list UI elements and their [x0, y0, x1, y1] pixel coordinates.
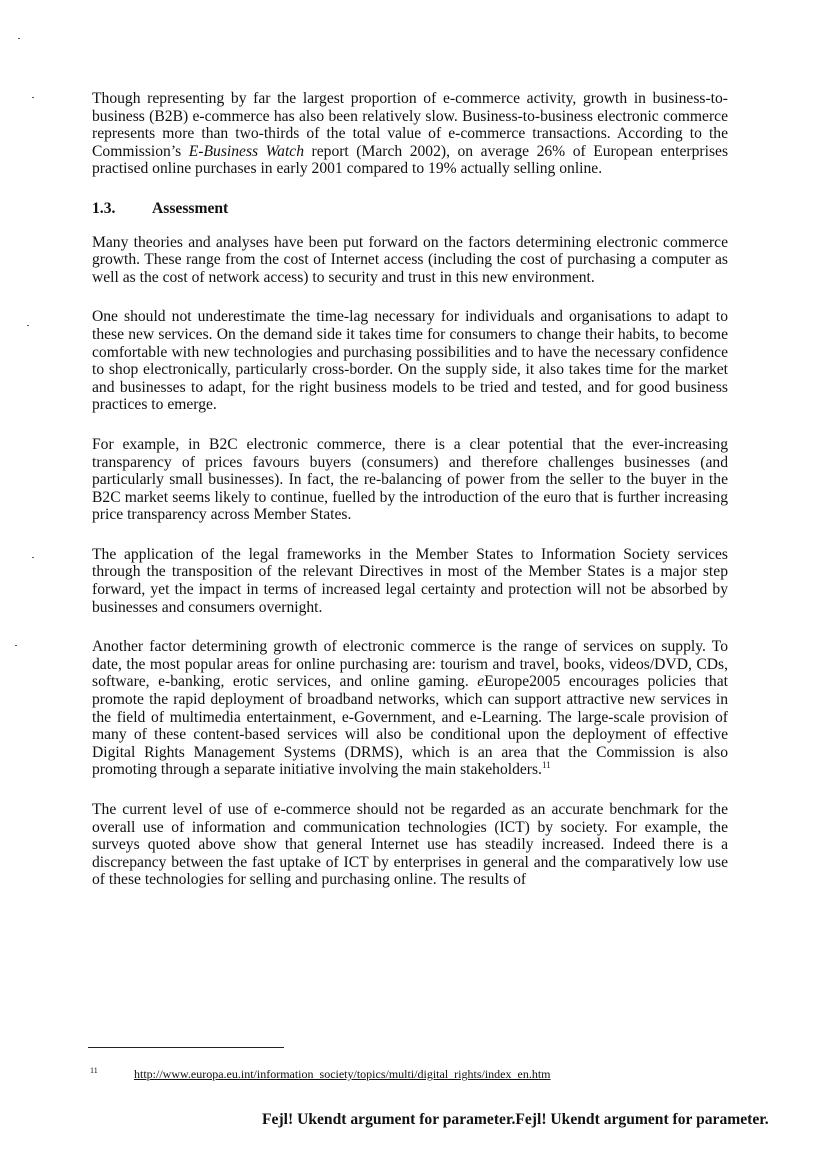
footnote-link[interactable]: http://www.europa.eu.int/information_society/topics/multi/digital_rights/index_en.htm [134, 1067, 551, 1081]
scan-speck [18, 38, 20, 39]
footnote-reference[interactable]: 11 [541, 760, 551, 771]
scan-speck [15, 645, 17, 646]
report-title: E-Business Watch [188, 142, 305, 160]
paragraph-b2b-growth [92, 90, 728, 178]
paragraph-legal-frameworks: The application of the legal frameworks in the Member States to Information Society services through the transposition of the relevant Directives in most of the Member States is a major step forward, yet the impact in terms of increased legal certainty and protection will not be absorbed by businesses and consumers overnight. [92, 545, 728, 616]
section-title: Assessment [152, 199, 229, 217]
paragraph-text: Another factor determining growth of electronic commerce is the range of services on supply. To date, the most popular areas for online purchasing are: tourism and travel, books, videos/DVD, CDs, software, e-banking, erotic services, and online gaming. [92, 638, 728, 691]
footnote [90, 1064, 730, 1081]
paragraph-time-lag: One should not underestimate the time-lag necessary for individuals and organisations to adapt to these new services. On the demand side it takes time for consumers to change their habits, to become comfortable with new technologies and purchasing possibilities and to have the necessary confidence to shop electronically, particularly cross-border. On the supply side, it also takes time for the market and businesses to adapt, for the right business models to be tried and tested, and for good business practices to emerge. [92, 308, 728, 414]
paragraph-range-of-services [92, 638, 728, 779]
page-footer: Fejl! Ukendt argument for parameter.Fejl! Ukendt argument for parameter. [262, 1111, 769, 1128]
paragraph-b2c-example: For example, in B2C electronic commerce, there is a clear potential that the ever-increasing transparency of prices favours buyers (consumers) and therefore challenges businesses (and particularly small businesses). In fact, the re-balancing of power from the seller to the buyer in the B2C market seems likely to continue, fuelled by the introduction of the euro that is further increasing price transparency across Member States. [92, 435, 728, 524]
eeurope-prefix: e [477, 673, 485, 691]
footnote-divider [88, 1047, 284, 1048]
body-text [92, 90, 728, 911]
paragraph-text: Europe2005 encourages policies that promote the rapid deployment of broadband networks, which can support attractive new services in the field of multimedia entertainment, e-Government, and e-Learning. The large-scale provision of many of these content-based services will also be conditional upon the deployment of effective Digital Rights Management Systems (DRMS), which is an area that the Commission is also promoting through a separate initiative involving the main stakeholders. [92, 673, 728, 779]
scan-speck [32, 557, 34, 558]
scan-speck [32, 97, 34, 98]
paragraph-theories: Many theories and analyses have been put forward on the factors determining electronic commerce growth. These range from the cost of Internet access (including the cost of purchasing a computer as well as the cost of network access) to security and trust in this new environment. [92, 233, 728, 286]
scan-speck [27, 325, 29, 326]
paragraph-text: Though representing by far the largest proportion of e-commerce activity, growth in business-to-business (B2B) e-commerce has also been relatively slow. Business-to-business electronic commerce represents more than two-thirds of the total value of e-commerce transactions. According to the Commission’s [92, 90, 728, 160]
paragraph-text: report (March 2002), on average 26% of European enterprises practised online purchases in early 2001 compared to 19% actually selling online. [92, 142, 729, 178]
paragraph-current-level: The current level of use of e-commerce should not be regarded as an accurate benchmark for the overall use of information and communication technologies (ICT) by society. For example, the surveys quoted above show that general Internet use has steadily increased. Indeed there is a discrepancy between the fast uptake of ICT by enterprises in general and the comparatively low use of these technologies for selling and purchasing online. The results of [92, 801, 728, 889]
section-heading [92, 200, 728, 218]
section-number: 1.3. [92, 199, 116, 217]
footnote-mark: 11 [90, 1066, 98, 1075]
